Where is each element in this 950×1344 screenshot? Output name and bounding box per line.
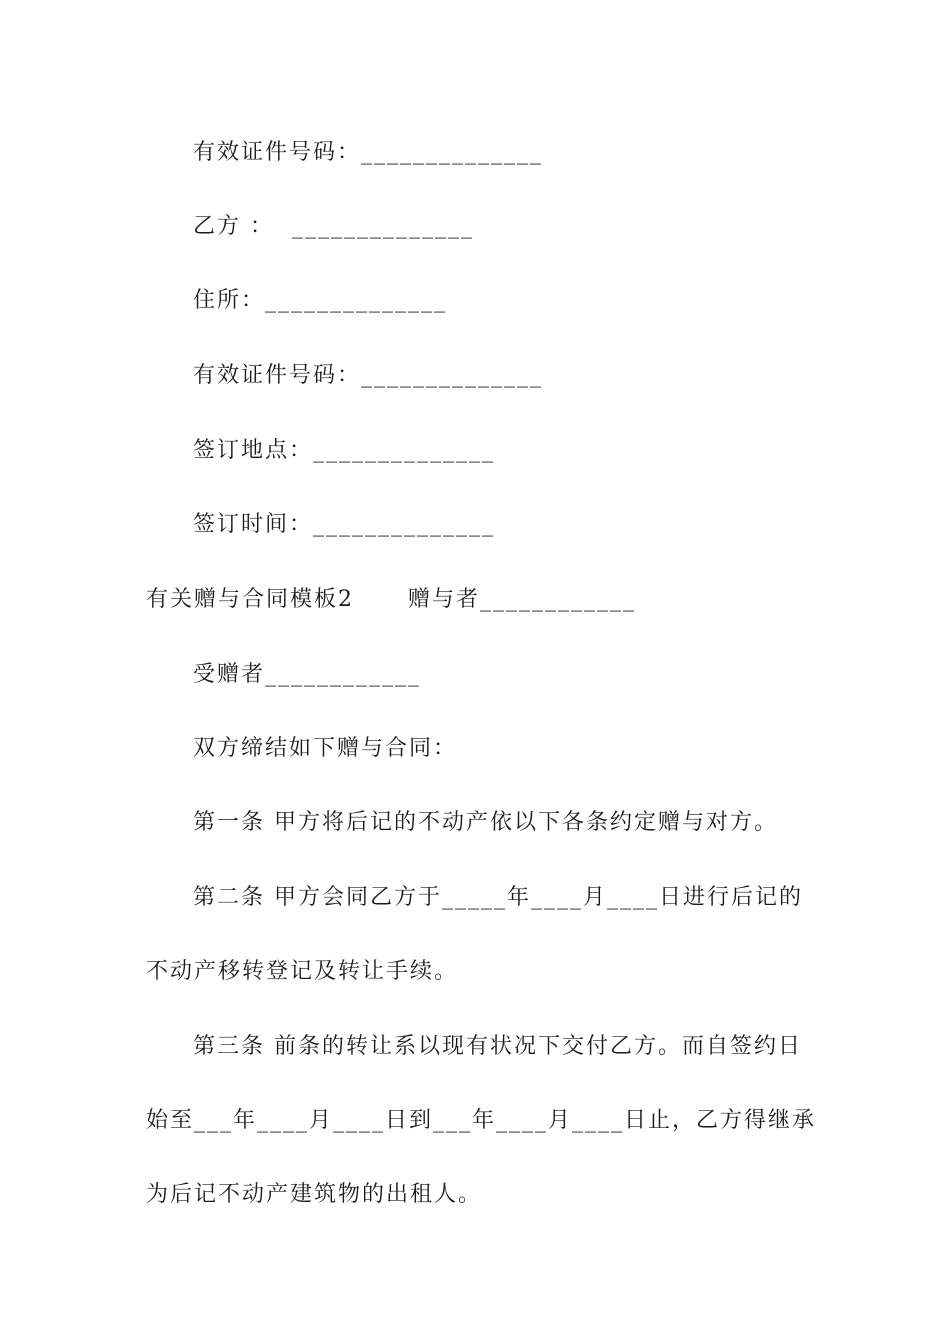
article-3-line-3: 为后记不动产建筑物的出租人。: [146, 1182, 483, 1207]
signing-place-line: 签订地点：______________: [193, 438, 496, 463]
article-1-line: 第一条 甲方将后记的不动产依以下各条约定赠与对方。: [193, 810, 778, 835]
party-b-line: 乙方 ： ______________: [193, 214, 474, 239]
agreement-intro-line: 双方缔结如下赠与合同：: [193, 736, 458, 761]
article-2-line-1: 第二条 甲方会同乙方于_____年____月____日进行后记的: [193, 885, 803, 910]
template-2-heading-line: 有关赠与合同模板2 赠与者____________: [146, 587, 636, 612]
donee-line: 受赠者____________: [193, 662, 422, 687]
signing-time-line: 签订时间：______________: [193, 512, 496, 537]
party-a-id-number-line: 有效证件号码：______________: [193, 140, 544, 165]
article-3-line-2: 始至___年____月____日到___年____月____日止，乙方得继承: [146, 1108, 817, 1133]
article-3-line-1: 第三条 前条的转让系以现有状况下交付乙方。而自签约日: [193, 1034, 802, 1059]
party-b-address-line: 住所：______________: [193, 288, 448, 313]
article-2-line-2: 不动产移转登记及转让手续。: [146, 959, 459, 984]
party-b-id-number-line: 有效证件号码：______________: [193, 363, 544, 388]
